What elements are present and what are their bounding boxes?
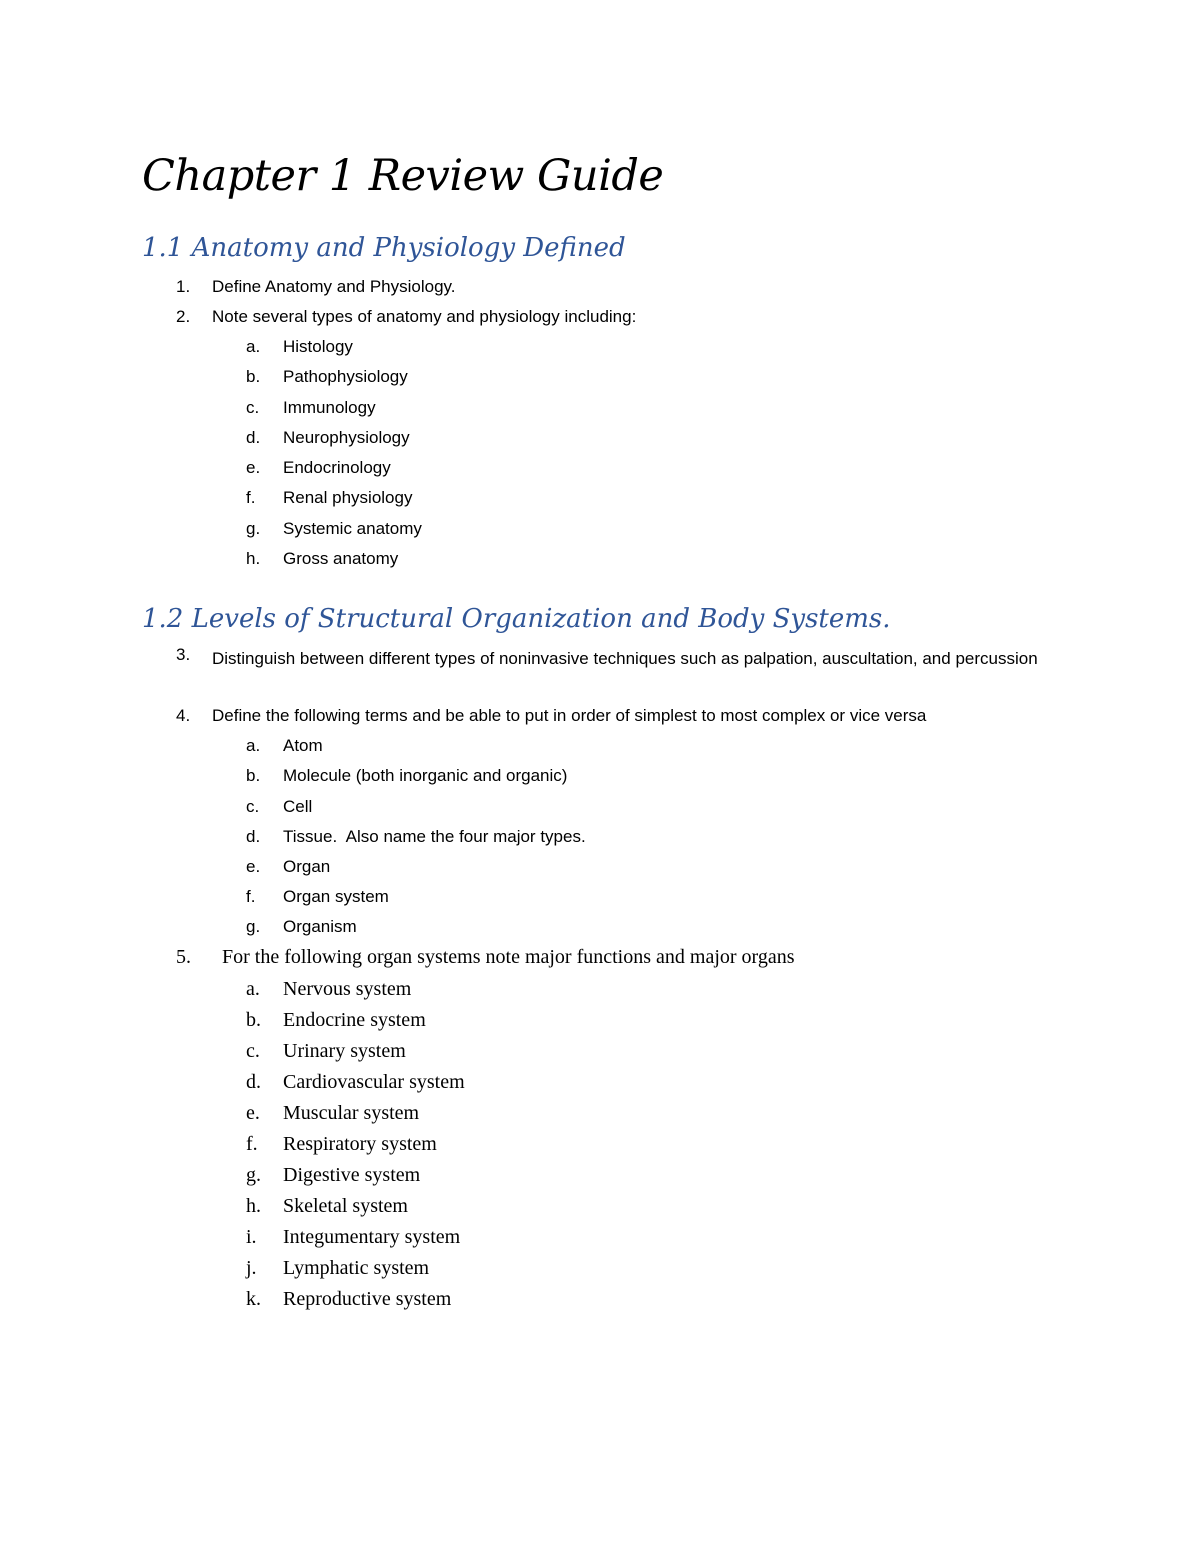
list-number: 2. bbox=[176, 307, 191, 326]
list-letter: b. bbox=[246, 766, 261, 785]
list-letter: h. bbox=[246, 1195, 261, 1217]
sub-list-item: Muscular system bbox=[283, 1102, 420, 1124]
section-heading: 1.1 Anatomy and Physiology Defined bbox=[142, 233, 626, 263]
list-letter: c. bbox=[246, 1040, 260, 1062]
sub-list-item: Urinary system bbox=[283, 1040, 406, 1062]
list-item: Define the following terms and be able to put in order of simplest to most complex or vice versa bbox=[212, 706, 927, 725]
sub-list-item: Neurophysiology bbox=[283, 428, 410, 447]
list-letter: g. bbox=[246, 917, 261, 936]
list-letter: a. bbox=[246, 736, 261, 755]
list-letter: f. bbox=[246, 1133, 258, 1155]
list-letter: d. bbox=[246, 428, 261, 447]
sub-list-item: Skeletal system bbox=[283, 1195, 408, 1217]
sub-list-item: Reproductive system bbox=[283, 1288, 452, 1310]
sub-list-item: Organ system bbox=[283, 887, 389, 906]
sub-list-item: Respiratory system bbox=[283, 1133, 437, 1155]
list-letter: d. bbox=[246, 827, 261, 846]
sub-list-item: Endocrinology bbox=[283, 458, 391, 477]
sub-list-item: Cardiovascular system bbox=[283, 1071, 465, 1093]
section-heading: 1.2 Levels of Structural Organization and Body Systems. bbox=[142, 604, 891, 634]
sub-list-item: Histology bbox=[283, 337, 353, 356]
sub-list-item: Gross anatomy bbox=[283, 549, 399, 568]
list-letter: g. bbox=[246, 1164, 261, 1186]
sub-list-item: Organ bbox=[283, 857, 331, 876]
sub-list-item: Nervous system bbox=[283, 978, 412, 1000]
list-letter: b. bbox=[246, 367, 261, 386]
list-letter: j. bbox=[246, 1257, 257, 1279]
list-number: 5. bbox=[176, 946, 191, 968]
sub-list-item: Molecule (both inorganic and organic) bbox=[283, 766, 568, 785]
list-letter: c. bbox=[246, 797, 260, 816]
list-number: 1. bbox=[176, 277, 191, 296]
list-letter: e. bbox=[246, 458, 261, 477]
list-letter: f. bbox=[246, 887, 256, 906]
page-title: Chapter 1 Review Guide bbox=[142, 151, 664, 201]
sub-list-item: Atom bbox=[283, 736, 323, 755]
sub-list-item: Systemic anatomy bbox=[283, 519, 422, 538]
list-letter: b. bbox=[246, 1009, 261, 1031]
list-letter: d. bbox=[246, 1071, 261, 1093]
sub-list-item: Pathophysiology bbox=[283, 367, 408, 386]
sub-list-item: Renal physiology bbox=[283, 488, 413, 507]
list-letter: a. bbox=[246, 978, 260, 1000]
list-letter: i. bbox=[246, 1226, 257, 1248]
list-item: For the following organ systems note major functions and major organs bbox=[222, 946, 795, 968]
list-item: Define Anatomy and Physiology. bbox=[212, 277, 456, 296]
sub-list-item: Tissue. Also name the four major types. bbox=[283, 827, 586, 846]
list-letter: f. bbox=[246, 488, 256, 507]
list-item: Note several types of anatomy and physiology including: bbox=[212, 307, 637, 326]
list-item: Distinguish between different types of noninvasive techniques such as palpation, auscultation, and percussion bbox=[212, 649, 1038, 668]
list-letter: g. bbox=[246, 519, 261, 538]
list-letter: a. bbox=[246, 337, 261, 356]
list-letter: e. bbox=[246, 1102, 260, 1124]
sub-list-item: Immunology bbox=[283, 398, 376, 417]
sub-list-item: Cell bbox=[283, 797, 313, 816]
list-letter: c. bbox=[246, 398, 260, 417]
list-number: 3. bbox=[176, 645, 191, 664]
sub-list-item: Digestive system bbox=[283, 1164, 421, 1186]
sub-list-item: Integumentary system bbox=[283, 1226, 461, 1248]
list-letter: e. bbox=[246, 857, 261, 876]
list-letter: h. bbox=[246, 549, 261, 568]
sub-list-item: Organism bbox=[283, 917, 357, 936]
sub-list-item: Lymphatic system bbox=[283, 1257, 430, 1279]
list-number: 4. bbox=[176, 706, 191, 725]
list-letter: k. bbox=[246, 1288, 261, 1310]
sub-list-item: Endocrine system bbox=[283, 1009, 426, 1031]
